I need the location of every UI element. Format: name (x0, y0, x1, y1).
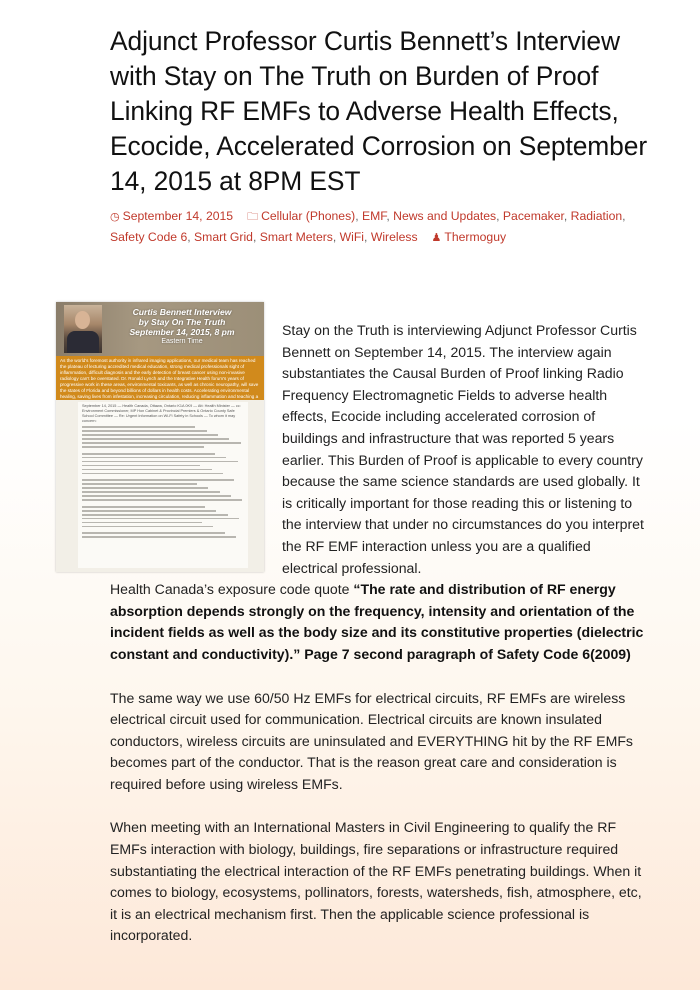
paragraph-circuits: The same way we use 60/50 Hz EMFs for electrical circuits, RF EMFs are wireless electrical circuit used for communication. Electrical circuits are known insulated conductors, wireless circuits are uninsulated and EVERYTHING hit by the RF EMFs becomes part of the conductor. That is the reason great care and consideration is required before using wireless EMFs. (110, 689, 633, 792)
person-icon: ♟ (431, 231, 442, 244)
category-link[interactable]: Wireless (370, 229, 418, 244)
post-categories: 🗀 Cellular (Phones), EMF, News and Updates, Pacemaker, Radiation, Safety Code 6, Smart Grid, Smart Meters, WiFi, Wireless (110, 209, 626, 244)
clock-icon: ◷ (110, 211, 120, 223)
category-link[interactable]: Smart Grid (194, 229, 253, 244)
category-link[interactable]: Radiation (570, 209, 623, 223)
quote-paragraph: Health Canada’s exposure code quote “The rate and distribution of RF energy absorption depends strongly on the frequency, intensity and orientation of the incident fields as well as the body size and its constitutive properties (dielectric constant and conductivity).” Page 7 second paragraph of Safety Code 6(2009) (110, 581, 644, 662)
category-link[interactable]: Safety Code 6 (110, 229, 188, 244)
category-link[interactable]: News and Updates (393, 209, 497, 223)
post-date[interactable] (110, 209, 233, 223)
category-link[interactable]: WiFi (339, 229, 365, 244)
post-meta (110, 207, 650, 248)
category-link[interactable]: Pacemaker (502, 209, 564, 223)
category-link[interactable]: EMF (362, 209, 387, 223)
category-link[interactable]: Cellular (Phones) (261, 209, 356, 223)
flyer-letter: September 14, 2015 — Health Canada, Ottawa, Ontario K1A 0K9 — Att: Health Minister — cc: Environment Commissioner, MP Hon Cabinet & Provincial Premiers & Ontario County Safe School Committee — Re: Urgent Information on Wi-Fi Safety in Schools — To whom it may concern: (78, 402, 248, 568)
flyer-description: As the world's foremost authority in infrared imaging applications, our medical team has reached the plateau of lecturing accredited medical education, strong medical professionals sight of inflammation, difficult diagnosis and the early detection of breast cancer using non-invasive radiology can't be overstated. Dr. Ronald Lynch and the Integrative Health forum's years of progressive work in these areas, environmental toxicants, as well as chronic neuropathy, will save the states of Florida and beyond billions of dollars in health costs. Accelerating environmental healing, saving lives from infestation, increasing circulation, reducing inflammation and teaching a (56, 356, 264, 400)
article (110, 24, 650, 248)
post-content (110, 320, 650, 947)
post-author-text: Thermoguy (444, 229, 507, 244)
paragraph-civil-engineering: When meeting with an International Masters in Civil Engineering to qualify the RF EMFs interaction with biology, buildings, fire separations or infrastructure required substantiating the electrical interaction of the RF EMFs penetrating buildings. When it comes to biology, ecosystems, pollinators, forests, watersheds, fish, atmosphere, etc, it is an electrical mechanism first. Then the applicable science professional is incorporated. (110, 819, 642, 944)
category-link[interactable]: Smart Meters (259, 229, 333, 244)
post-author[interactable] (432, 230, 507, 244)
post-title: Adjunct Professor Curtis Bennett’s Interview with Stay on The Truth on Burden of Proof Linking RF EMFs to Adverse Health Effects, Ecocide, Accelerated Corrosion on September 14, 2015 at 8PM EST (110, 26, 648, 196)
flyer-title: Curtis Bennett Interview by Stay On The Truth September 14, 2015, 8 pm Eastern Time (129, 307, 235, 345)
folder-icon: 🗀 (247, 211, 259, 223)
post-date-text: September 14, 2015 (122, 209, 234, 223)
safety-code-quote: “The rate and distribution of RF energy absorption depends strongly on the frequency, intensity and orientation of the incident fields as well as the body size and its constitutive properties (dielectric constant and conductivity).” Page 7 second paragraph of Safety Code 6(2009) (110, 581, 644, 662)
intro-paragraph: Stay on the Truth is interviewing Adjunct Professor Curtis Bennett on September 14, 2015. The interview again substantiates the Causal Burden of Proof linking Radio Frequency Electromagnetic Fields to adverse health effects, Ecocide including accelerated corrosion of buildings and infrastructure that was reported 5 years earlier. This Burden of Proof is applicable to every country because the same science standards are used globally. It is critically important for those reading this or listening to the interview that under no circumstances do you interpret the RF EMF interaction unless you are a qualified electrical professional. (282, 322, 644, 576)
speaker-photo (64, 305, 102, 353)
